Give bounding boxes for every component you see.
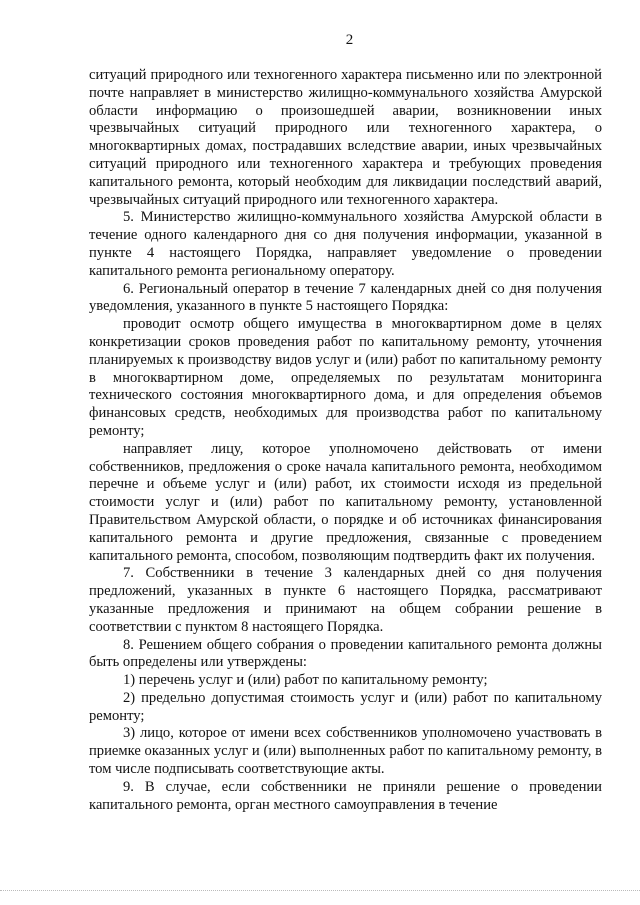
paragraph-item-5: 5. Министерство жилищно-коммунального хозяйства Амурской области в течение одного календарного дня со дня получения информации, указанной в пункте 4 настоящего Порядка, направляет уведомление о проведении капитального ремонта региональному оператору. xyxy=(89,209,602,279)
paragraph-item-7: 7. Собственники в течение 3 календарных дней со дня получения предложений, указанных в пункте 6 настоящего Порядка, рассматривают указанные предложения и принимают на общем собрании решение в соответствии с пунктом 8 настоящего Порядка. xyxy=(89,565,602,635)
scan-artifact-line xyxy=(0,889,640,891)
paragraph-item-6: 6. Региональный оператор в течение 7 календарных дней со дня получения уведомления, указанного в пункте 5 настоящего Порядка: xyxy=(89,280,602,315)
document-body xyxy=(89,67,602,814)
paragraph-item-8-sub-3: 3) лицо, которое от имени всех собственников уполномочено участвовать в приемке оказанных услуг и (или) выполненных работ по капитальному ремонту, в том числе подписывать соответствующие акты. xyxy=(89,725,602,778)
paragraph-item-6-proposals: направляет лицу, которое уполномочено действовать от имени собственников, предложения о сроке начала капитального ремонта, необходимом перечне и объеме услуг и (или) работ, их стоимости исходя из предельной стоимости услуг и (или) работ по капитальному ремонту, установленной Правительством Амурской области, о порядке и об источниках финансирования капитального ремонта и другие предложения, связанные с проведением капитального ремонта, способом, позволяющим подтвердить факт их получения. xyxy=(89,440,602,564)
paragraph-continuation: ситуаций природного или техногенного характера письменно или по электронной почте направляет в министерство жилищно-коммунального хозяйства Амурской области информацию о произошедшей аварии, возникновении иных чрезвычайных ситуаций природного или техногенного характера, о многоквартирных домах, пострадавших вследствие аварии, иных чрезвычайных ситуаций природного или техногенного характера и требующих проведения капитального ремонта, который необходим для ликвидации последствий аварий, чрезвычайных ситуаций природного или техногенного характера. xyxy=(89,67,602,208)
paragraph-item-8-sub-2: 2) предельно допустимая стоимость услуг и (или) работ по капитальному ремонту; xyxy=(89,689,602,724)
paragraph-item-6-inspection: проводит осмотр общего имущества в многоквартирном доме в целях конкретизации сроков проведения работ по капитальному ремонту, уточнения планируемых к производству видов услуг и (или) работ по капитальному ремонту в многоквартирном доме, определяемых по результатам мониторинга технического состояния многоквартирного дома, и для определения объемов финансовых средств, необходимых для производства работ по капитальному ремонту; xyxy=(89,316,602,439)
page-number: 2 xyxy=(345,32,354,48)
paragraph-item-9: 9. В случае, если собственники не приняли решение о проведении капитального ремонта, орган местного самоуправления в течение xyxy=(89,778,602,813)
paragraph-item-8-sub-1: 1) перечень услуг и (или) работ по капитальному ремонту; xyxy=(123,672,488,689)
paragraph-item-8: 8. Решением общего собрания о проведении капитального ремонта должны быть определены или утверждены: xyxy=(89,636,602,671)
